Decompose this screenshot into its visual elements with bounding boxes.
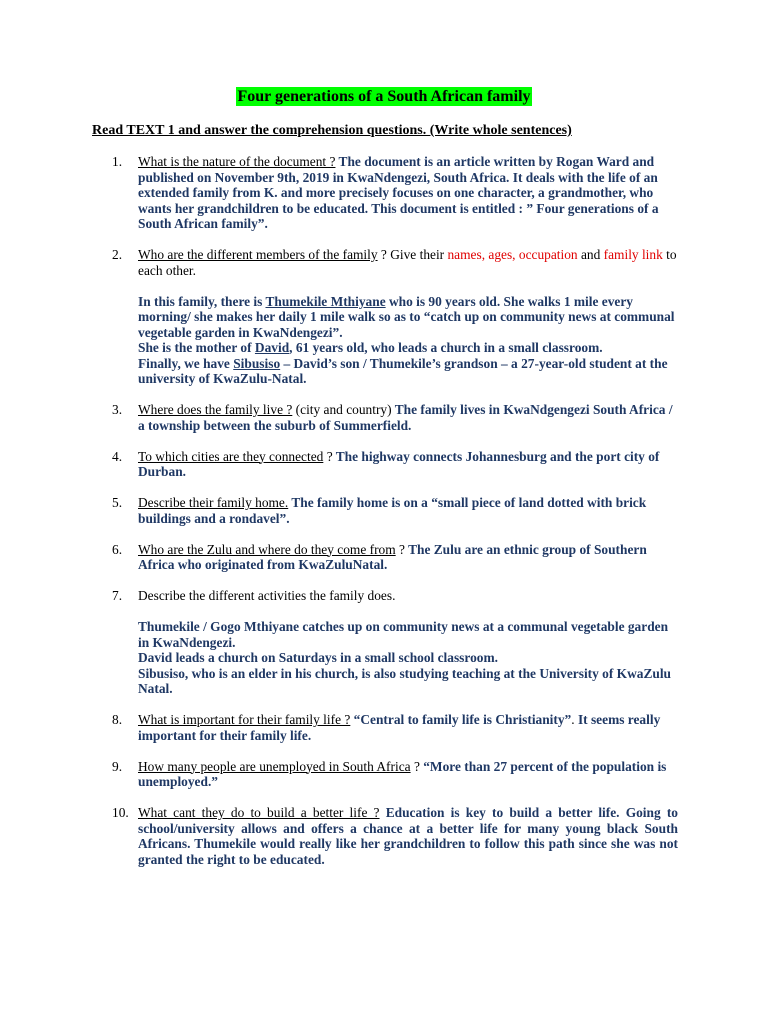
answer-text: She is the mother of bbox=[138, 340, 255, 355]
question-item-5 bbox=[112, 495, 678, 526]
questions-list bbox=[112, 154, 679, 883]
question-number: 8. bbox=[112, 712, 123, 727]
question-number: 10. bbox=[112, 805, 129, 820]
answer-text: who is 90 years old. She walks 1 mile every morning/ she makes her daily 1 mile walk so as to “catch up on community news at communal vegetable garden in KwaNdengezi”. bbox=[138, 293, 675, 340]
document-title: Four generations of a South African family bbox=[237, 88, 531, 105]
question-item-1 bbox=[112, 154, 678, 232]
question-number: 6. bbox=[112, 541, 123, 557]
answer-text: Sibusiso, who is an elder in his church, is also studying teaching at the University of KwaZulu Natal. bbox=[138, 665, 671, 696]
answer-text: It seems really important for their family life. bbox=[138, 712, 661, 743]
answer-text: The document is an article written by Rogan Ward and published on November 9th, 2019 in KwaNdengezi, South Africa. It deals with the life of an extended family from K. and more precisely focuses on one character, a grandmother, who wants her grandchildren to be educated. This document is entitled : ” Four generations of a South African family”. bbox=[138, 154, 659, 231]
highlighted-term: family link bbox=[603, 247, 663, 262]
question-number: 4. bbox=[112, 448, 123, 464]
question-text-part: ? bbox=[395, 541, 405, 557]
question-text: Describe the different activities the family does. bbox=[138, 588, 396, 603]
question-item-9 bbox=[112, 758, 678, 790]
answer-text: Finally, we have bbox=[138, 355, 234, 371]
question-item-3 bbox=[112, 402, 678, 433]
answer-text: Thumekile / Gogo Mthiyane catches up on community news at a communal vegetable garden in KwaNdengezi. bbox=[138, 619, 669, 650]
answer-paragraph bbox=[138, 294, 678, 387]
question-text-part: to each other. bbox=[138, 247, 677, 278]
answer-text: – David’s son / Thumekile’s grandson – a 27-year-old student at the university of KwaZulu-Natal. bbox=[138, 355, 668, 386]
question-text: Who are the different members of the family bbox=[138, 247, 378, 262]
answer-text: The highway connects Johannesburg and the port city of Durban. bbox=[138, 448, 660, 479]
question-text: Who are the Zulu and where do they come from bbox=[138, 541, 396, 557]
question-number: 3. bbox=[112, 402, 123, 417]
question-item-8 bbox=[112, 712, 678, 743]
question-text-part: (city and country) bbox=[292, 402, 392, 417]
question-text: What cant they do to build a better life ? bbox=[138, 805, 380, 820]
title-container bbox=[0, 87, 768, 106]
punctuation: . bbox=[571, 712, 575, 727]
question-number: 1. bbox=[112, 154, 123, 169]
question-text-part: ? bbox=[410, 758, 420, 774]
question-text-part: and bbox=[577, 247, 604, 262]
question-text: What is the nature of the document ? bbox=[138, 154, 336, 169]
answer-text: David leads a church on Saturdays in a small school classroom. bbox=[138, 650, 498, 665]
family-member-name: David bbox=[254, 340, 290, 355]
question-number: 7. bbox=[112, 588, 123, 603]
answer-text: In this family, there is bbox=[138, 293, 266, 309]
instruction-text: Read TEXT 1 and answer the comprehension questions. (Write whole sentences) bbox=[92, 123, 572, 138]
question-text: What is important for their family life ? bbox=[138, 712, 351, 727]
question-text: Describe their family home. bbox=[138, 495, 289, 510]
question-number: 5. bbox=[112, 495, 123, 510]
answer-text: The Zulu are an ethnic group of Southern Africa who originated from KwaZuluNatal. bbox=[138, 541, 647, 572]
highlighted-term: names, ages, occupation bbox=[447, 247, 578, 262]
question-number: 9. bbox=[112, 758, 123, 774]
answer-text: “More than 27 percent of the population is unemployed.” bbox=[138, 758, 667, 789]
answer-text: , 61 years old, who leads a church in a small classroom. bbox=[289, 340, 603, 355]
question-text: How many people are unemployed in South Africa bbox=[138, 758, 411, 774]
question-item-7 bbox=[112, 588, 678, 697]
answer-text: The family lives in KwaNdgengezi South Africa / a township between the suburb of Summerfield. bbox=[138, 402, 673, 433]
question-number: 2. bbox=[112, 247, 123, 262]
family-member-name: Sibusiso bbox=[233, 355, 281, 371]
question-text: To which cities are they connected bbox=[138, 448, 324, 464]
question-item-10 bbox=[112, 805, 679, 867]
question-text-part: ? Give their bbox=[377, 247, 448, 262]
family-member-name: Thumekile Mthiyane bbox=[265, 293, 386, 309]
question-item-6 bbox=[112, 541, 678, 573]
question-text: Where does the family live ? bbox=[138, 402, 293, 417]
answer-text: The family home is on a “small piece of land dotted with brick buildings and a rondavel”. bbox=[138, 495, 647, 526]
answer-paragraph bbox=[138, 619, 678, 697]
answer-quote: “Central to family life is Christianity” bbox=[350, 712, 572, 727]
question-item-4 bbox=[112, 448, 678, 480]
question-item-2 bbox=[112, 247, 678, 387]
question-text-part: ? bbox=[323, 448, 333, 464]
answer-text: Education is key to build a better life. Going to school/university allows and offers a chance at a better life for many young black South Africans. Thumekile would really like her grandchildren to follow this path since she was not granted the right to be educated. bbox=[138, 805, 679, 867]
